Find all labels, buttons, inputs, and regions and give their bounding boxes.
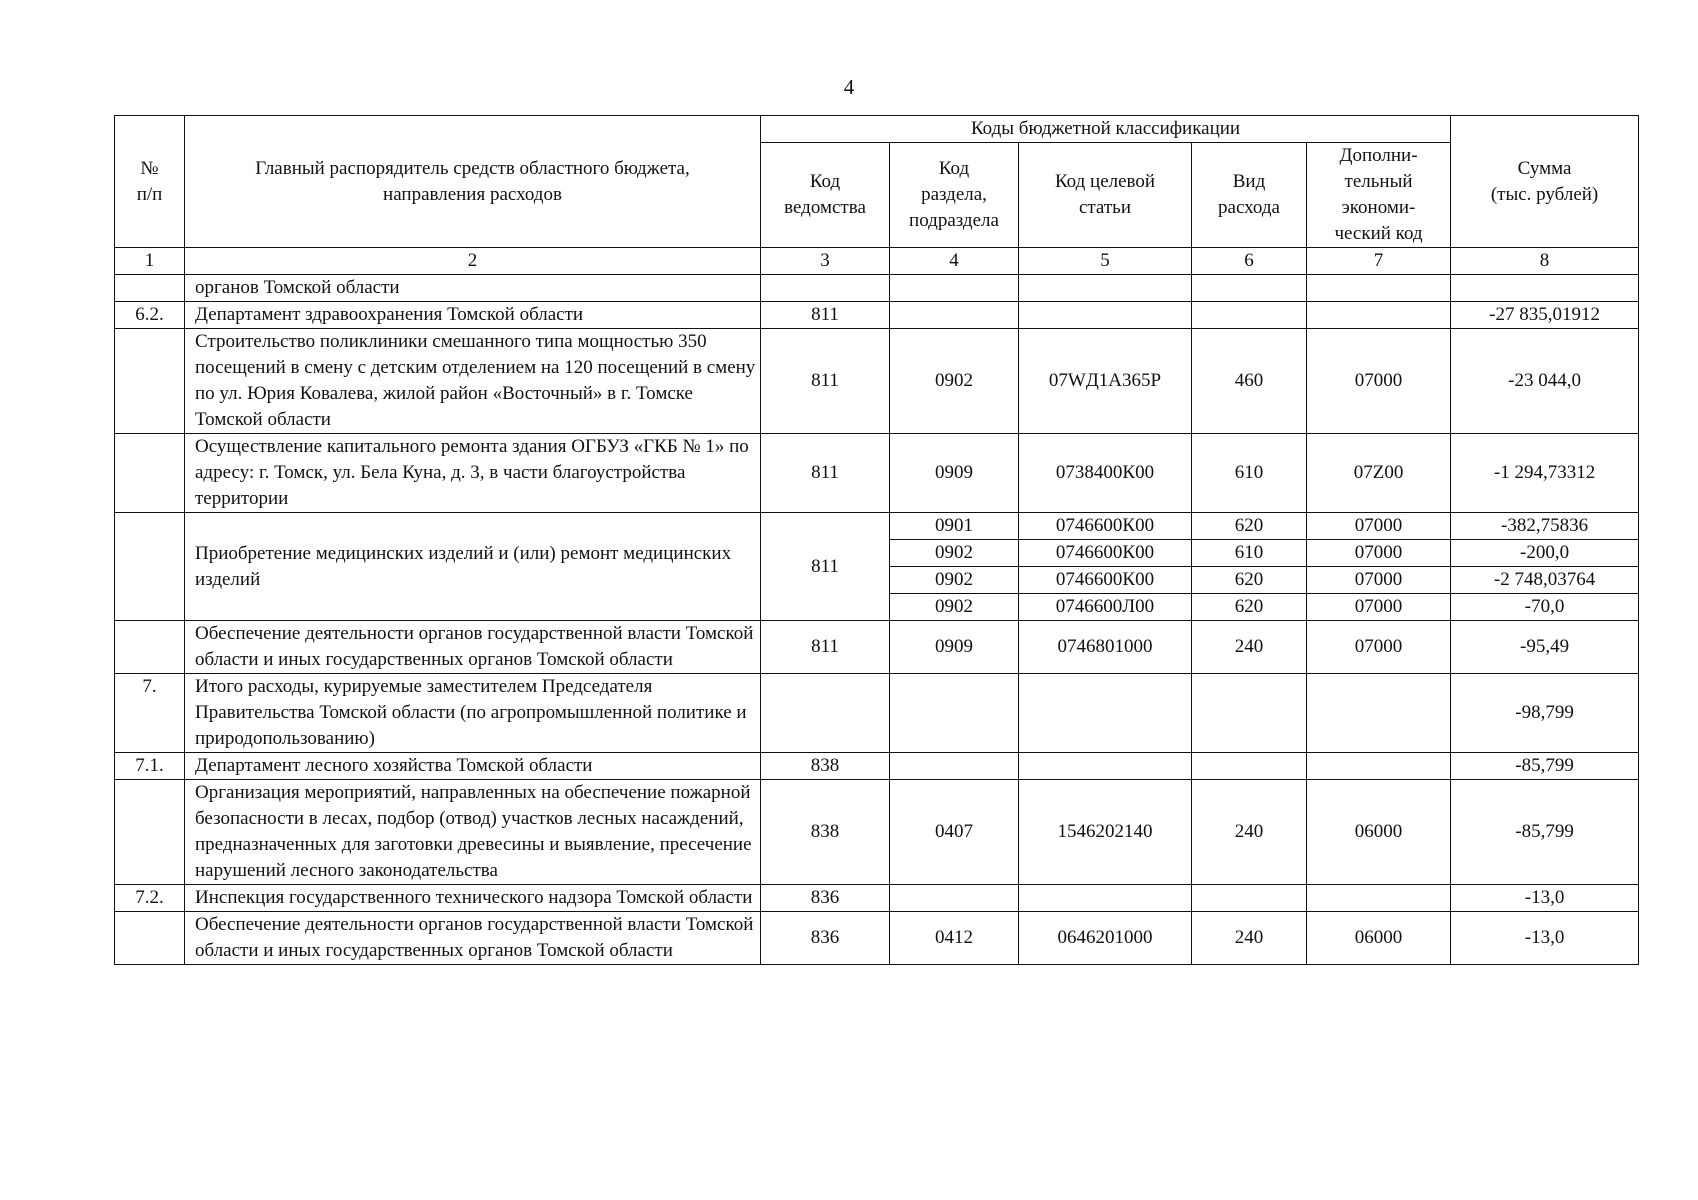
- col-index: 4: [890, 248, 1019, 275]
- cell-num: [115, 329, 185, 434]
- col-index: 5: [1019, 248, 1192, 275]
- cell-celevaya: 07WД1А365Р: [1019, 329, 1192, 434]
- table-row: [115, 912, 1639, 965]
- cell-vid: [1192, 302, 1307, 329]
- cell-name: Итого расходы, курируемые заместителем Председателя Правительства Томской области (по агропромышленной политике и природопользованию): [185, 674, 761, 753]
- cell-name: Обеспечение деятельности органов государственной власти Томской области и иных государственных органов Томской области: [185, 912, 761, 965]
- cell-razdel: 0902: [890, 329, 1019, 434]
- cell-vedomstvo: 811: [761, 434, 890, 513]
- header-num: № п/п: [115, 116, 185, 248]
- cell-razdel: 0902: [890, 540, 1019, 567]
- cell-dop: 07000: [1307, 540, 1451, 567]
- cell-num: [115, 513, 185, 621]
- cell-name: органов Томской области: [185, 275, 761, 302]
- cell-name: Департамент лесного хозяйства Томской области: [185, 753, 761, 780]
- cell-summa: -27 835,01912: [1451, 302, 1639, 329]
- col-index: 8: [1451, 248, 1639, 275]
- table-row: [115, 302, 1639, 329]
- cell-vid: 240: [1192, 780, 1307, 885]
- cell-vedomstvo: 836: [761, 885, 890, 912]
- table-row: [115, 434, 1639, 513]
- cell-summa: -85,799: [1451, 753, 1639, 780]
- cell-summa: -23 044,0: [1451, 329, 1639, 434]
- cell-summa: -200,0: [1451, 540, 1639, 567]
- table-row: [115, 329, 1639, 434]
- cell-vedomstvo: 836: [761, 912, 890, 965]
- table-row: [115, 513, 1639, 540]
- table-row: [115, 275, 1639, 302]
- cell-dop: [1307, 753, 1451, 780]
- cell-vid: 460: [1192, 329, 1307, 434]
- page-number: 4: [843, 75, 855, 99]
- cell-vid: 240: [1192, 912, 1307, 965]
- cell-num: 7.2.: [115, 885, 185, 912]
- cell-razdel: 0407: [890, 780, 1019, 885]
- column-index-row: [115, 248, 1639, 275]
- cell-name: Осуществление капитального ремонта здания ОГБУЗ «ГКБ № 1» по адресу: г. Томск, ул. Бела Куна, д. 3, в части благоустройства территории: [185, 434, 761, 513]
- cell-vedomstvo: 811: [761, 302, 890, 329]
- cell-razdel: 0909: [890, 434, 1019, 513]
- col-index: 2: [185, 248, 761, 275]
- cell-razdel: [890, 885, 1019, 912]
- cell-summa: -85,799: [1451, 780, 1639, 885]
- header-dop: Дополни- тельный экономи- ческий код: [1307, 143, 1451, 248]
- cell-vedomstvo: 811: [761, 329, 890, 434]
- cell-razdel: [890, 275, 1019, 302]
- table-row: [115, 780, 1639, 885]
- cell-vid: 620: [1192, 567, 1307, 594]
- cell-celevaya: 0746600К00: [1019, 567, 1192, 594]
- cell-num: [115, 275, 185, 302]
- cell-summa: -382,75836: [1451, 513, 1639, 540]
- cell-razdel: 0902: [890, 567, 1019, 594]
- cell-dop: [1307, 302, 1451, 329]
- cell-dop: 07000: [1307, 567, 1451, 594]
- cell-vid: [1192, 275, 1307, 302]
- cell-celevaya: 1546202140: [1019, 780, 1192, 885]
- cell-dop: 07000: [1307, 594, 1451, 621]
- cell-vid: [1192, 885, 1307, 912]
- cell-vedomstvo: 811: [761, 513, 890, 621]
- table-row: [115, 674, 1639, 753]
- cell-razdel: 0412: [890, 912, 1019, 965]
- cell-razdel: [890, 302, 1019, 329]
- cell-vedomstvo: 838: [761, 753, 890, 780]
- cell-celevaya: [1019, 674, 1192, 753]
- cell-vid: 620: [1192, 594, 1307, 621]
- cell-dop: [1307, 885, 1451, 912]
- cell-celevaya: 0646201000: [1019, 912, 1192, 965]
- cell-vid: 240: [1192, 621, 1307, 674]
- cell-celevaya: 0738400К00: [1019, 434, 1192, 513]
- cell-celevaya: [1019, 885, 1192, 912]
- cell-num: [115, 912, 185, 965]
- col-index: 1: [115, 248, 185, 275]
- col-index: 7: [1307, 248, 1451, 275]
- cell-razdel: 0901: [890, 513, 1019, 540]
- cell-dop: [1307, 674, 1451, 753]
- cell-vedomstvo: 811: [761, 621, 890, 674]
- cell-num: 7.1.: [115, 753, 185, 780]
- cell-dop: 06000: [1307, 780, 1451, 885]
- cell-name: Департамент здравоохранения Томской области: [185, 302, 761, 329]
- cell-vid: 610: [1192, 434, 1307, 513]
- col-index: 6: [1192, 248, 1307, 275]
- col-index: 3: [761, 248, 890, 275]
- cell-vedomstvo: 838: [761, 780, 890, 885]
- cell-num: [115, 780, 185, 885]
- cell-dop: 07000: [1307, 513, 1451, 540]
- cell-celevaya: 0746600К00: [1019, 540, 1192, 567]
- cell-name: Приобретение медицинских изделий и (или) ремонт медицинских изделий: [185, 513, 761, 621]
- cell-razdel: [890, 753, 1019, 780]
- cell-name: Организация мероприятий, направленных на обеспечение пожарной безопасности в лесах, подбор (отвод) участков лесных насаждений, предназначенных для заготовки древесины и выявление, пресечение нарушений лесного законодательства: [185, 780, 761, 885]
- cell-num: 7.: [115, 674, 185, 753]
- header-vedomstvo: Код ведомства: [761, 143, 890, 248]
- cell-celevaya: 0746600Л00: [1019, 594, 1192, 621]
- cell-summa: -70,0: [1451, 594, 1639, 621]
- cell-summa: -1 294,73312: [1451, 434, 1639, 513]
- cell-vid: 620: [1192, 513, 1307, 540]
- cell-summa: [1451, 275, 1639, 302]
- table-row: [115, 621, 1639, 674]
- cell-name: Обеспечение деятельности органов государственной власти Томской области и иных государственных органов Томской области: [185, 621, 761, 674]
- cell-vid: [1192, 753, 1307, 780]
- cell-summa: -13,0: [1451, 912, 1639, 965]
- cell-summa: -2 748,03764: [1451, 567, 1639, 594]
- header-razdel: Код раздела, подраздела: [890, 143, 1019, 248]
- cell-dop: 06000: [1307, 912, 1451, 965]
- cell-name: Строительство поликлиники смешанного типа мощностью 350 посещений в смену с детским отделением на 120 посещений в смену по ул. Юрия Ковалева, жилой район «Восточный» в г. Томске Томской области: [185, 329, 761, 434]
- table-row: [115, 885, 1639, 912]
- cell-num: [115, 621, 185, 674]
- cell-celevaya: 0746801000: [1019, 621, 1192, 674]
- table-row: [115, 753, 1639, 780]
- cell-dop: 07000: [1307, 329, 1451, 434]
- cell-razdel: [890, 674, 1019, 753]
- cell-name: Инспекция государственного технического надзора Томской области: [185, 885, 761, 912]
- header-summa: Сумма (тыс. рублей): [1451, 116, 1639, 248]
- cell-celevaya: [1019, 753, 1192, 780]
- budget-table: [114, 115, 1639, 965]
- header-celevaya: Код целевой статьи: [1019, 143, 1192, 248]
- cell-vid: [1192, 674, 1307, 753]
- cell-summa: -98,799: [1451, 674, 1639, 753]
- cell-celevaya: [1019, 275, 1192, 302]
- cell-dop: 07000: [1307, 621, 1451, 674]
- cell-num: 6.2.: [115, 302, 185, 329]
- cell-dop: 07Z00: [1307, 434, 1451, 513]
- header-codes-group: Коды бюджетной классификации: [761, 116, 1451, 143]
- cell-razdel: 0909: [890, 621, 1019, 674]
- cell-vedomstvo: [761, 275, 890, 302]
- cell-vedomstvo: [761, 674, 890, 753]
- cell-dop: [1307, 275, 1451, 302]
- header-title: Главный распорядитель средств областного бюджета, направления расходов: [185, 116, 761, 248]
- cell-vid: 610: [1192, 540, 1307, 567]
- cell-celevaya: 0746600К00: [1019, 513, 1192, 540]
- cell-num: [115, 434, 185, 513]
- cell-summa: -13,0: [1451, 885, 1639, 912]
- cell-summa: -95,49: [1451, 621, 1639, 674]
- cell-razdel: 0902: [890, 594, 1019, 621]
- header-vid: Вид расхода: [1192, 143, 1307, 248]
- cell-celevaya: [1019, 302, 1192, 329]
